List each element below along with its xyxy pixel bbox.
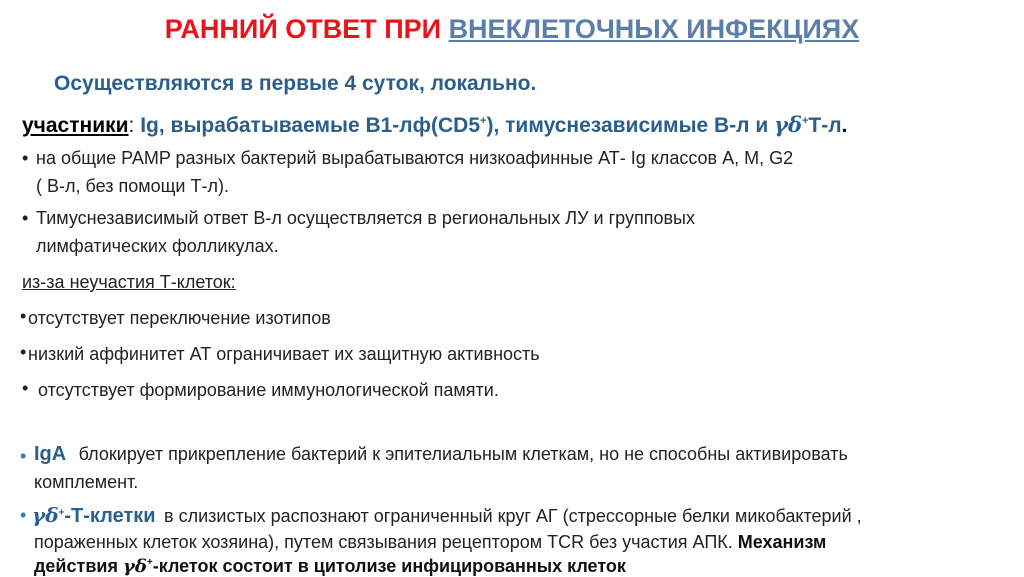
participants-colon: :: [128, 114, 135, 137]
gamma-delta-symbol: γδ: [122, 556, 147, 577]
reason-heading: из-за неучастия Т-клеток:: [22, 272, 236, 292]
participants-text-a: Ig, вырабатываемые В1-лф(CD5: [140, 114, 481, 137]
bullet-marker: •: [22, 208, 29, 228]
gdt-label: -Т-клетки: [64, 505, 156, 527]
bullet-1-line-1: на общие PAMP разных бактерий вырабатываются низкоафинные АТ- Ig классов А, М, G2: [36, 148, 794, 168]
bullet-marker: •: [22, 378, 29, 398]
gdt-mechanism: Механизм: [737, 532, 827, 552]
bullet-1-line-2: ( В-л, без помощи Т-л).: [36, 176, 229, 196]
bullet-marker: •: [20, 306, 27, 326]
gdt-text-3b: -клеток состоит в цитолизе инфицированных клеток: [152, 556, 626, 576]
title-link[interactable]: ВНЕКЛЕТОЧНЫХ ИНФЕКЦИЯХ: [448, 14, 860, 44]
gdt-text-3a: действия: [34, 556, 118, 576]
gdt-text-2: пораженных клеток хозяина), путем связывания рецептором TCR без участия АПК.: [34, 532, 733, 552]
participants-text-b: ), тимуснезависимые В-л и: [486, 114, 769, 137]
bullet-marker: •: [22, 148, 29, 168]
period: .: [841, 114, 848, 137]
iga-line-1: [34, 443, 848, 466]
iga-text-1: блокирует прикрепление бактерий к эпителиальным клеткам, но не способны активировать: [78, 444, 848, 464]
gamma-delta-symbol: γδ: [774, 112, 802, 137]
plus-sup-4: +: [146, 557, 153, 568]
plus-sup-3: +: [58, 507, 65, 519]
participants-line: [22, 112, 847, 138]
gdt-text-1: в слизистых распознают ограниченный круг АГ (стрессорные белки микобактерий ,: [164, 506, 862, 526]
bullet-2-line-2: лимфатических фолликулах.: [36, 236, 279, 256]
participants-text-c: Т-л: [808, 114, 842, 137]
plus-sup-2: +: [801, 115, 809, 127]
bullet-marker: •: [20, 505, 27, 525]
title-text: РАННИЙ ОТВЕТ ПРИ: [164, 14, 442, 44]
reason-3: отсутствует формирование иммунологической памяти.: [38, 380, 499, 400]
iga-text-2: комплемент.: [34, 472, 139, 492]
subtitle: Осуществляются в первые 4 суток, локально.: [54, 72, 537, 95]
gamma-delta-symbol: γδ: [32, 503, 59, 527]
slide-title: [0, 14, 1024, 45]
bullet-marker: •: [20, 446, 27, 466]
bullet-2-line-1: Тимуснезависимый ответ В-л осуществляется в региональных ЛУ и групповых: [36, 208, 695, 228]
gdt-line-1: [32, 503, 862, 528]
reason-1: отсутствует переключение изотипов: [28, 308, 331, 328]
reason-2: низкий аффинитет АТ ограничивает их защитную активность: [28, 344, 540, 364]
gdt-line-2: [34, 532, 826, 553]
plus-sup: +: [480, 115, 487, 127]
participants-label: участники: [22, 114, 129, 137]
bullet-marker: •: [20, 342, 27, 362]
gdt-line-3: [34, 556, 626, 577]
iga-label: IgA: [34, 443, 67, 465]
